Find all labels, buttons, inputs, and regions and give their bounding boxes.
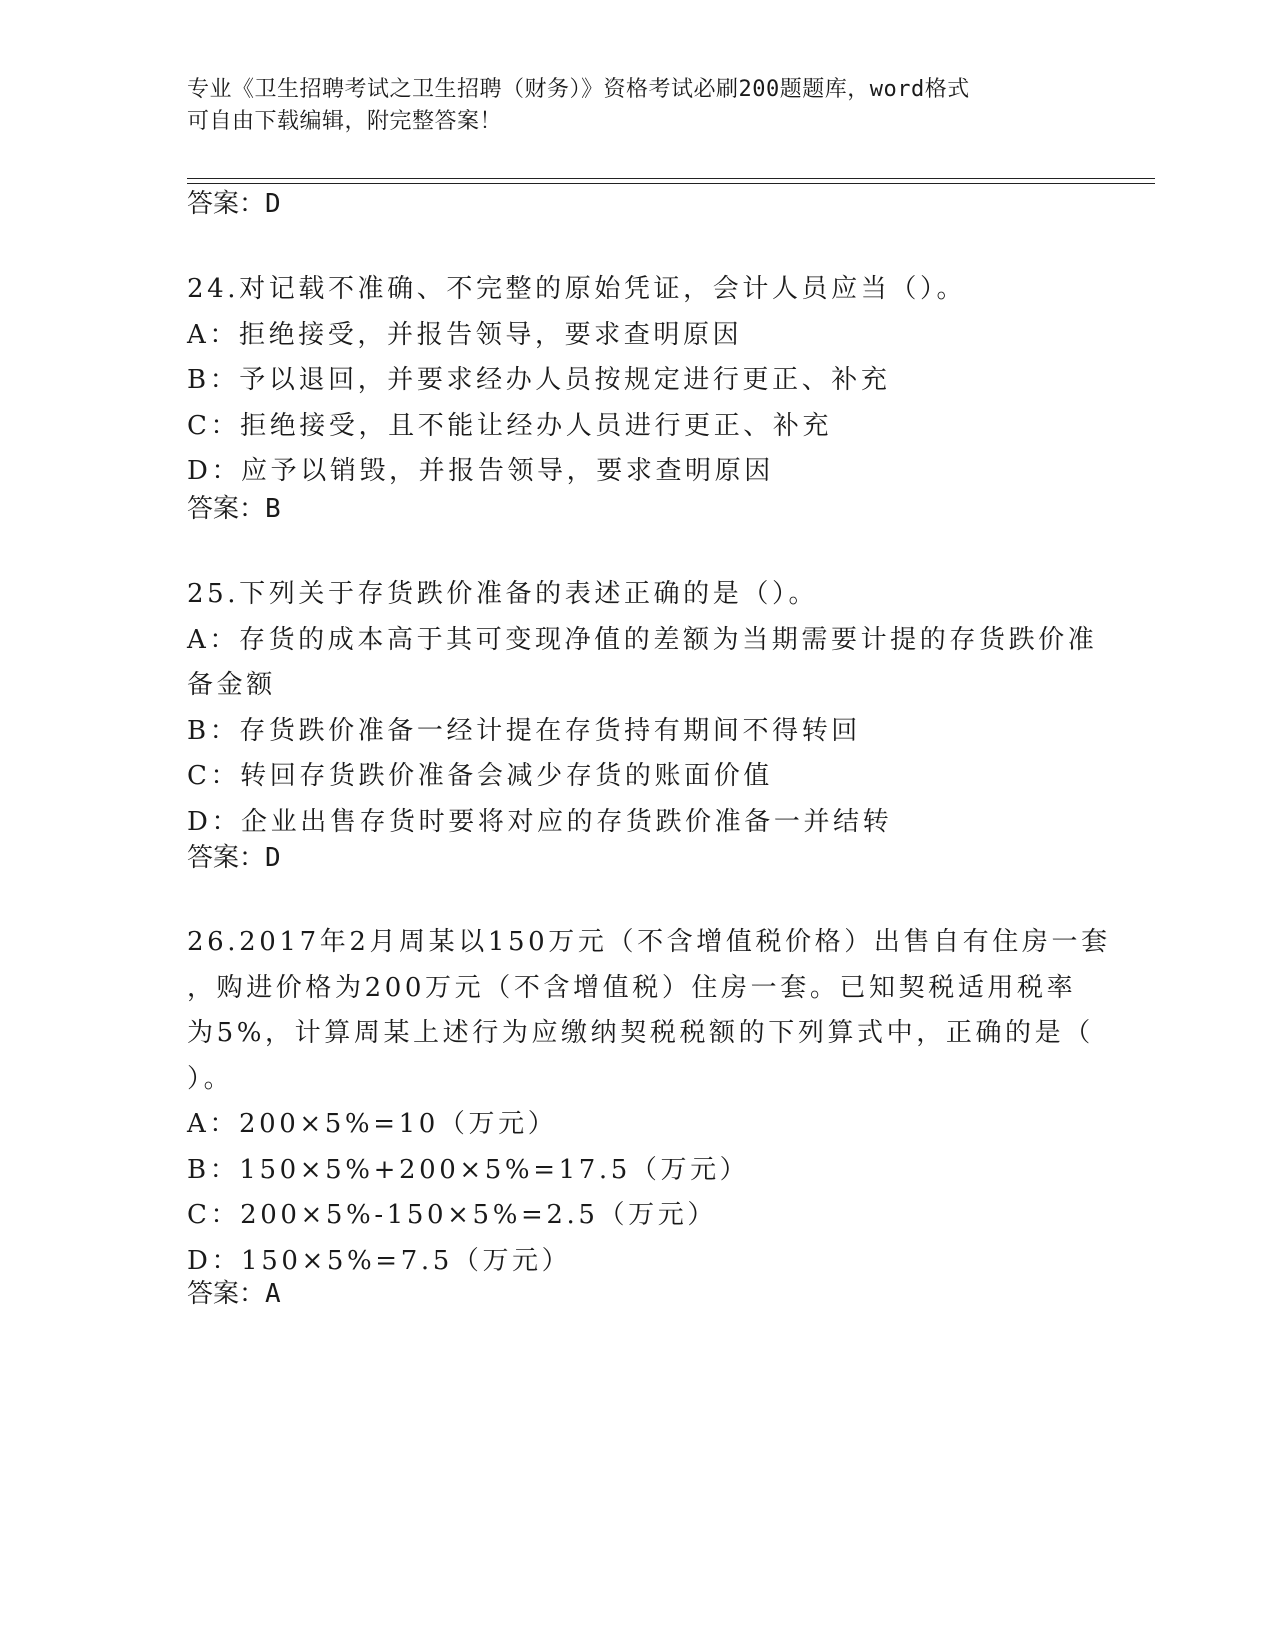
header-line-1: 专业《卫生招聘考试之卫生招聘（财务）》资格考试必刷200题题库，word格式 bbox=[187, 77, 970, 102]
answer-26: 答案：A bbox=[187, 1279, 281, 1309]
option-a: A：存货的成本高于其可变现净值的差额为当期需要计提的存货跌价准 bbox=[187, 624, 1098, 655]
option-b: B：150×5%+200×5%=17.5（万元） bbox=[187, 1154, 750, 1185]
question-stem-continued: ，购进价格为200万元（不含增值税）住房一套。已知契税适用税率 bbox=[187, 972, 1077, 1003]
question-24 bbox=[187, 267, 1087, 495]
option-d: D：150×5%=7.5（万元） bbox=[187, 1245, 572, 1276]
question-25 bbox=[187, 572, 1098, 845]
question-stem: 25.下列关于存货跌价准备的表述正确的是（）。 bbox=[187, 579, 819, 609]
option-d: D：企业出售存货时要将对应的存货跌价准备一并结转 bbox=[187, 806, 893, 837]
option-b: B：予以退回，并要求经办人员按规定进行更正、补充 bbox=[187, 365, 891, 395]
header-line-2: 可自由下载编辑，附完整答案！ bbox=[187, 109, 503, 134]
question-stem-continued: 为5%，计算周某上述行为应缴纳契税税额的下列算式中，正确的是（ bbox=[187, 1018, 1094, 1048]
question-stem: 24.对记载不准确、不完整的原始凭证，会计人员应当（）。 bbox=[187, 274, 967, 304]
answer-25: 答案：D bbox=[187, 843, 281, 873]
option-c: C：200×5%-150×5%=2.5（万元） bbox=[187, 1200, 717, 1230]
question-26 bbox=[187, 920, 1111, 1284]
option-a-continued: 备金额 bbox=[187, 670, 276, 700]
header-divider-bottom bbox=[187, 183, 1155, 184]
answer-24: 答案：B bbox=[187, 494, 281, 524]
option-a: A：拒绝接受，并报告领导，要求查明原因 bbox=[187, 319, 743, 350]
option-d: D：应予以销毁，并报告领导，要求查明原因 bbox=[187, 456, 774, 486]
option-c: C：拒绝接受，且不能让经办人员进行更正、补充 bbox=[187, 410, 833, 441]
option-c: C：转回存货跌价准备会减少存货的账面价值 bbox=[187, 761, 773, 791]
question-stem-continued: ）。 bbox=[187, 1063, 234, 1094]
option-a: A：200×5%=10（万元） bbox=[187, 1109, 558, 1139]
page-header bbox=[187, 74, 1067, 138]
question-stem: 26.2017年2月周某以150万元（不含增值税价格）出售自有住房一套 bbox=[187, 927, 1111, 957]
previous-answer: 答案：D bbox=[187, 189, 281, 219]
header-divider-top bbox=[187, 178, 1155, 179]
option-b: B：存货跌价准备一经计提在存货持有期间不得转回 bbox=[187, 715, 861, 746]
